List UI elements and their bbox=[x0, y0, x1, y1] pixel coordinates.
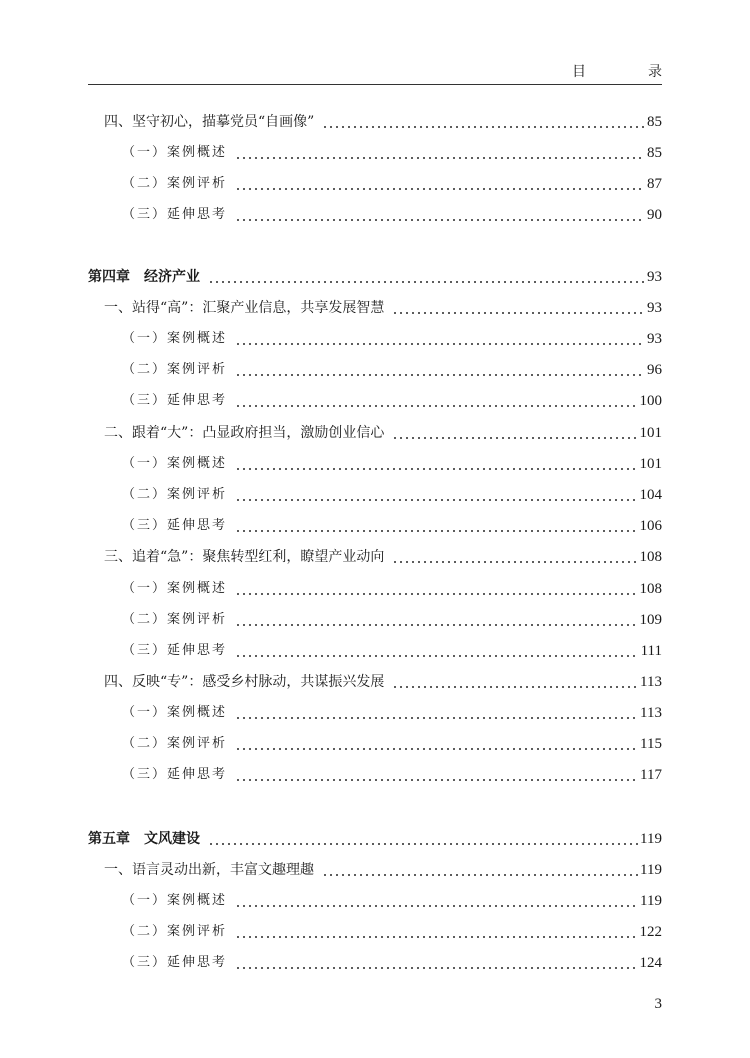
toc-chapter-entry[interactable] bbox=[88, 826, 662, 848]
toc-entry-page: 100 bbox=[639, 393, 662, 409]
toc-entry-page: 122 bbox=[639, 924, 662, 940]
toc-entry-label: （二）案例评析 bbox=[122, 612, 228, 627]
dot-leader bbox=[235, 206, 645, 224]
toc-entry[interactable] bbox=[88, 700, 662, 722]
toc-entry-page: 108 bbox=[639, 581, 662, 597]
toc-entry-label: （二）案例评析 bbox=[122, 362, 228, 377]
dot-leader bbox=[235, 330, 645, 348]
dot-leader bbox=[235, 642, 639, 660]
toc-entry-label: （一）案例概述 bbox=[122, 893, 228, 908]
dot-leader bbox=[392, 548, 637, 566]
toc-entry-label: （一）案例概述 bbox=[122, 705, 228, 720]
toc-entry-label: （三）延伸思考 bbox=[122, 518, 228, 533]
toc-entry-page: 113 bbox=[640, 705, 662, 721]
toc-chapter-label: 第五章 文风建设 bbox=[88, 831, 200, 847]
toc-entry[interactable] bbox=[88, 607, 662, 629]
toc-entry[interactable] bbox=[88, 388, 662, 410]
dot-leader bbox=[235, 486, 637, 504]
dot-leader bbox=[235, 954, 637, 972]
toc-entry-label: （一）案例概述 bbox=[122, 581, 228, 596]
toc-entry[interactable] bbox=[88, 576, 662, 598]
toc-entry-label: （一）案例概述 bbox=[122, 145, 228, 160]
toc-entry-page: 117 bbox=[640, 767, 662, 783]
toc-entry-label: （一）案例概述 bbox=[122, 331, 228, 346]
toc-entry-label: 一、站得“高”：汇聚产业信息，共享发展智慧 bbox=[104, 300, 385, 316]
page-number: 3 bbox=[654, 996, 662, 1012]
toc-entry-page: 101 bbox=[639, 425, 662, 441]
toc-entry[interactable] bbox=[88, 420, 662, 442]
dot-leader bbox=[235, 580, 637, 598]
toc-entry-page: 85 bbox=[647, 145, 662, 161]
toc-entry-page: 115 bbox=[640, 736, 662, 752]
toc-entry-page: 111 bbox=[640, 643, 662, 659]
dot-leader bbox=[322, 113, 645, 131]
dot-leader bbox=[208, 830, 638, 848]
toc-entry-label: 一、语言灵动出新，丰富文趣理趣 bbox=[104, 862, 314, 878]
toc-entry-page: 113 bbox=[640, 674, 662, 690]
dot-leader bbox=[235, 144, 645, 162]
toc-entry-label: （三）延伸思考 bbox=[122, 643, 228, 658]
toc-entry-label: （三）延伸思考 bbox=[122, 393, 228, 408]
toc-entry-page: 119 bbox=[640, 831, 662, 847]
toc-entry-label: （二）案例评析 bbox=[122, 924, 228, 939]
toc-entry[interactable] bbox=[88, 295, 662, 317]
toc-entry[interactable] bbox=[88, 513, 662, 535]
toc-entry-label: 四、反映“专”：感受乡村脉动，共谋振兴发展 bbox=[104, 674, 385, 690]
dot-leader bbox=[235, 923, 637, 941]
toc-entry-label: （二）案例评析 bbox=[122, 487, 228, 502]
toc-entry-page: 119 bbox=[640, 893, 662, 909]
dot-leader bbox=[235, 517, 637, 535]
toc-entry[interactable] bbox=[88, 451, 662, 473]
toc-entry-page: 108 bbox=[639, 549, 662, 565]
toc-entry[interactable] bbox=[88, 140, 662, 162]
dot-leader bbox=[235, 611, 637, 629]
toc-entry-label: （三）延伸思考 bbox=[122, 207, 228, 222]
toc-entry-label: 四、坚守初心，描摹党员“自画像” bbox=[104, 114, 315, 130]
toc-entry[interactable] bbox=[88, 109, 662, 131]
toc-entry[interactable] bbox=[88, 669, 662, 691]
dot-leader bbox=[208, 268, 645, 286]
dot-leader bbox=[235, 735, 638, 753]
dot-leader bbox=[392, 299, 645, 317]
toc-entry[interactable] bbox=[88, 857, 662, 879]
toc-entry[interactable] bbox=[88, 638, 662, 660]
toc-entry-label: 二、跟着“大”：凸显政府担当，激励创业信心 bbox=[104, 425, 385, 441]
dot-leader bbox=[392, 673, 638, 691]
toc-entry-page: 93 bbox=[647, 269, 662, 285]
toc-entry[interactable] bbox=[88, 202, 662, 224]
toc-entry[interactable] bbox=[88, 888, 662, 910]
toc-entry-page: 119 bbox=[640, 862, 662, 878]
toc-entry[interactable] bbox=[88, 482, 662, 504]
dot-leader bbox=[235, 704, 638, 722]
toc-entry[interactable] bbox=[88, 950, 662, 972]
toc-entry-page: 96 bbox=[647, 362, 662, 378]
toc-entry[interactable] bbox=[88, 171, 662, 193]
toc-entry-page: 93 bbox=[647, 331, 662, 347]
dot-leader bbox=[235, 392, 637, 410]
toc-entry-page: 90 bbox=[647, 207, 662, 223]
toc-entry-page: 87 bbox=[647, 176, 662, 192]
toc-chapter-label: 第四章 经济产业 bbox=[88, 269, 200, 285]
toc-chapter-entry[interactable] bbox=[88, 264, 662, 286]
toc-entry[interactable] bbox=[88, 357, 662, 379]
dot-leader bbox=[235, 175, 645, 193]
toc-entry-page: 124 bbox=[639, 955, 662, 971]
dot-leader bbox=[322, 861, 638, 879]
toc-entry[interactable] bbox=[88, 326, 662, 348]
toc-entry[interactable] bbox=[88, 731, 662, 753]
toc-entry-label: （三）延伸思考 bbox=[122, 767, 228, 782]
toc-entry-page: 85 bbox=[647, 114, 662, 130]
toc-entry-label: （一）案例概述 bbox=[122, 456, 228, 471]
toc-entry-page: 109 bbox=[639, 612, 662, 628]
toc-entry-label: （三）延伸思考 bbox=[122, 955, 228, 970]
dot-leader bbox=[392, 424, 637, 442]
toc-entry[interactable] bbox=[88, 919, 662, 941]
toc-entry-label: （二）案例评析 bbox=[122, 736, 228, 751]
toc-entry-page: 93 bbox=[647, 300, 662, 316]
toc-entry-label: （二）案例评析 bbox=[122, 176, 228, 191]
dot-leader bbox=[235, 455, 637, 473]
dot-leader bbox=[235, 892, 638, 910]
toc-entry[interactable] bbox=[88, 762, 662, 784]
toc-entry-page: 104 bbox=[639, 487, 662, 503]
toc-entry-page: 106 bbox=[639, 518, 662, 534]
toc-entry-page: 101 bbox=[639, 456, 662, 472]
dot-leader bbox=[235, 766, 638, 784]
toc-entry[interactable] bbox=[88, 544, 662, 566]
dot-leader bbox=[235, 361, 645, 379]
header-rule bbox=[88, 84, 662, 85]
running-header-title: 目 录 bbox=[572, 64, 686, 80]
toc-entry-label: 三、追着“急”：聚焦转型红利，瞭望产业动向 bbox=[104, 549, 385, 565]
